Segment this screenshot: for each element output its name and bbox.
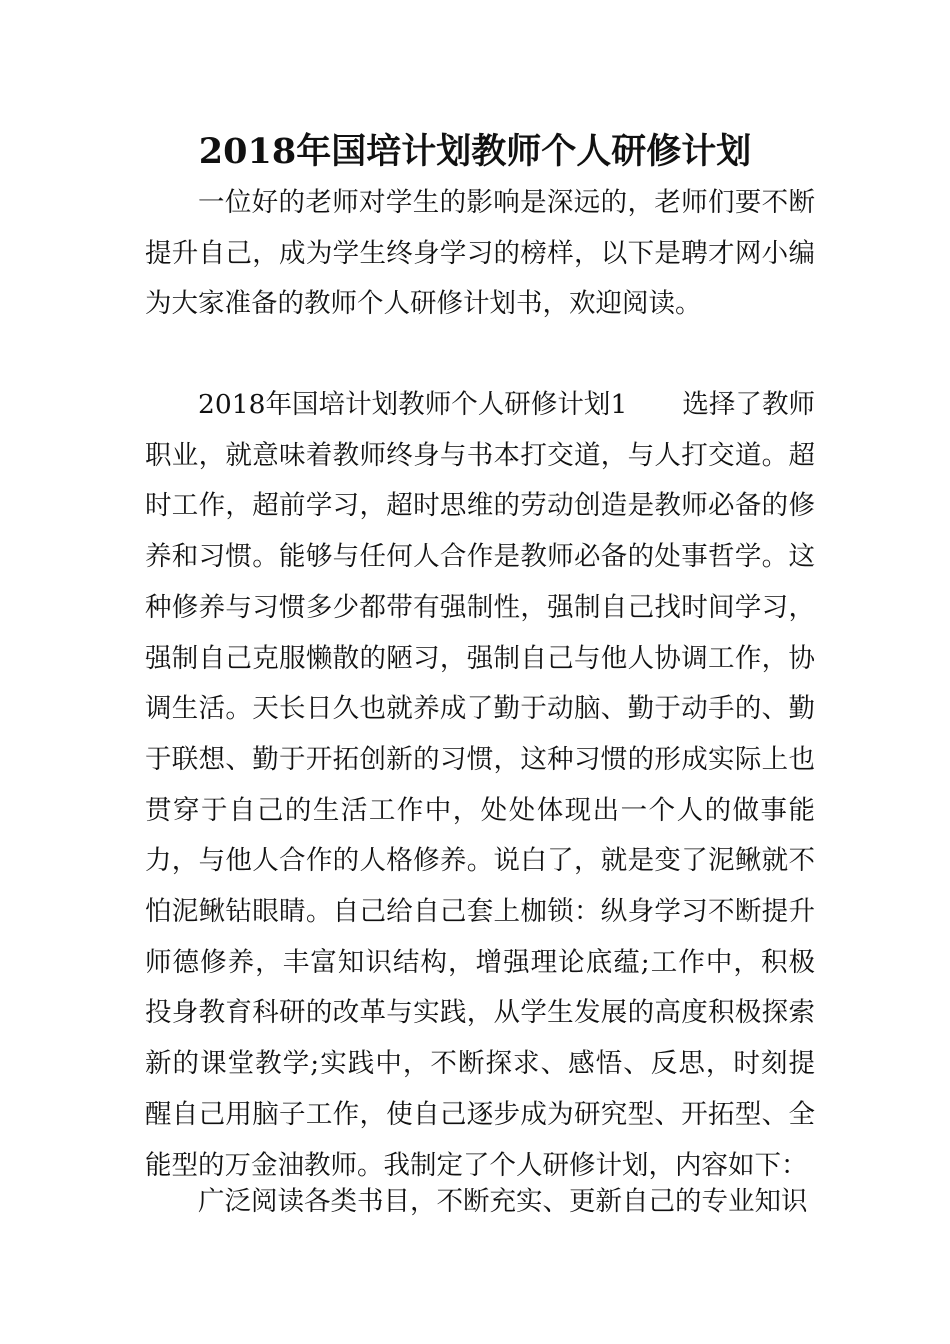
section-1-body: 选择了教师职业，就意味着教师终身与书本打交道，与人打交道。超时工作，超前学习，超时思维的劳动创造是教师必备的修养和习惯。能够与任何人合作是教师必备的处事哲学。这种修养与习惯多少都带有强制性，强制自己找时间学习，强制自己克服懒散的陋习，强制自己与他人协调工作，协调生活。天长日久也就养成了勤于动脑、勤于动手的、勤于联想、勤于开拓创新的习惯，这种习惯的形成实际上也贯穿于自己的生活工作中，处处体现出一个人的做事能力，与他人合作的人格修养。说白了，就是变了泥鳅就不怕泥鳅钻眼睛。自己给自己套上枷锁：纵身学习不断提升师德修养，丰富知识结构，增强理论底蕴;工作中，积极投身教育科研的改革与实践，从学生发展的高度积极探索新的课堂教学;实践中，不断探求、感悟、反思，时刻提醒自己用脑子工作，使自己逐步成为研究型、开拓型、全能型的万金油教师。我制定了个人研修计划，内容如下： xyxy=(145,389,815,1181)
page-title: 2018年国培计划教师个人研修计划 xyxy=(198,131,752,172)
section-1-paragraph xyxy=(145,380,815,1191)
section-1-heading: 2018年国培计划教师个人研修计划1 xyxy=(198,389,628,420)
section-1-next-paragraph: 广泛阅读各类书目，不断充实、更新自己的专业知识 xyxy=(198,1186,808,1217)
intro-paragraph: 一位好的老师对学生的影响是深远的，老师们要不断提升自己，成为学生终身学习的榜样，以下是聘才网小编为大家准备的教师个人研修计划书，欢迎阅读。 xyxy=(145,187,815,320)
